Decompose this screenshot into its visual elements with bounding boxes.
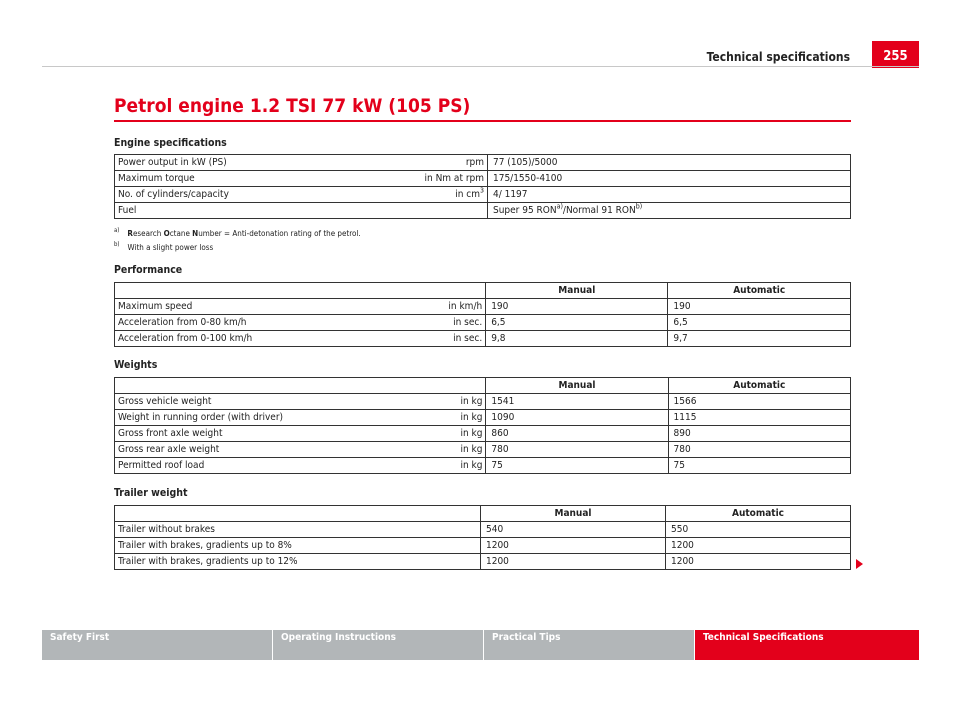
row-label: Power output in kW (PS) bbox=[115, 155, 352, 171]
running-header-title: Technical specifications bbox=[706, 50, 850, 64]
column-header-automatic: Automatic bbox=[666, 506, 851, 522]
performance-section-heading: Performance bbox=[114, 264, 183, 276]
cell-manual: 1541 bbox=[486, 394, 668, 410]
header-blank-cell bbox=[115, 283, 486, 299]
table-row bbox=[115, 458, 851, 474]
row-label: Acceleration from 0-100 km/h bbox=[115, 331, 351, 347]
column-header-manual: Manual bbox=[486, 283, 668, 299]
page-number-badge: 255 bbox=[872, 41, 919, 68]
footnote-initial: R bbox=[127, 229, 133, 238]
row-unit: in km/h bbox=[350, 299, 485, 315]
cell-manual: 75 bbox=[486, 458, 668, 474]
table-row bbox=[115, 203, 851, 219]
cell-automatic: 550 bbox=[666, 522, 851, 538]
row-label: Fuel bbox=[115, 203, 352, 219]
cell-automatic: 9,7 bbox=[668, 331, 851, 347]
weights-table bbox=[114, 377, 851, 474]
title-divider bbox=[114, 120, 851, 122]
cell-automatic: 75 bbox=[668, 458, 850, 474]
header-blank-cell bbox=[115, 506, 481, 522]
cell-manual: 1200 bbox=[481, 554, 666, 570]
row-value: 175/1550-4100 bbox=[488, 171, 851, 187]
row-label: Maximum speed bbox=[115, 299, 351, 315]
table-row bbox=[115, 187, 851, 203]
cell-automatic: 6,5 bbox=[668, 315, 851, 331]
fuel-primary: Super 95 RON bbox=[493, 205, 557, 216]
column-header-manual: Manual bbox=[481, 506, 666, 522]
row-unit: in kg bbox=[351, 410, 486, 426]
row-unit: in sec. bbox=[350, 331, 485, 347]
footnote-mark: b) bbox=[114, 241, 120, 249]
unit-text: in cm bbox=[455, 189, 480, 200]
row-unit: in kg bbox=[351, 458, 486, 474]
cell-automatic: 1566 bbox=[668, 394, 850, 410]
footnote-a bbox=[114, 229, 361, 238]
row-unit bbox=[351, 203, 488, 219]
column-header-automatic: Automatic bbox=[668, 283, 851, 299]
row-unit: in Nm at rpm bbox=[351, 171, 488, 187]
row-value: 77 (105)/5000 bbox=[488, 155, 851, 171]
cell-manual: 190 bbox=[486, 299, 668, 315]
row-label: Trailer without brakes bbox=[115, 522, 481, 538]
footnote-ref-b: b) bbox=[635, 202, 643, 211]
header-divider bbox=[42, 66, 919, 67]
table-row bbox=[115, 554, 851, 570]
row-label: Gross rear axle weight bbox=[115, 442, 351, 458]
row-label: Trailer with brakes, gradients up to 12% bbox=[115, 554, 481, 570]
cell-automatic: 1200 bbox=[666, 554, 851, 570]
footnote-initial: N bbox=[192, 229, 199, 238]
column-header-manual: Manual bbox=[486, 378, 668, 394]
cell-manual: 6,5 bbox=[486, 315, 668, 331]
cell-automatic: 190 bbox=[668, 299, 851, 315]
table-row bbox=[115, 155, 851, 171]
header-blank-cell bbox=[115, 378, 486, 394]
table-row bbox=[115, 315, 851, 331]
performance-table bbox=[114, 282, 851, 347]
table-row bbox=[115, 394, 851, 410]
row-value bbox=[488, 203, 851, 219]
fuel-secondary: /Normal 91 RON bbox=[562, 205, 636, 216]
page-title: Petrol engine 1.2 TSI 77 kW (105 PS) bbox=[114, 95, 471, 117]
row-label: Weight in running order (with driver) bbox=[115, 410, 351, 426]
row-unit: in kg bbox=[351, 442, 486, 458]
table-header-row bbox=[115, 506, 851, 522]
column-header-automatic: Automatic bbox=[668, 378, 850, 394]
row-label: Permitted roof load bbox=[115, 458, 351, 474]
cell-manual: 540 bbox=[481, 522, 666, 538]
footer-tab-safety-first[interactable]: Safety First bbox=[42, 630, 272, 660]
row-label: Gross front axle weight bbox=[115, 426, 351, 442]
table-row bbox=[115, 538, 851, 554]
footer-tab-practical-tips[interactable]: Practical Tips bbox=[484, 630, 694, 660]
table-header-row bbox=[115, 378, 851, 394]
row-label: Trailer with brakes, gradients up to 8% bbox=[115, 538, 481, 554]
footer-tab-technical-specifications[interactable]: Technical Specifications bbox=[695, 630, 919, 660]
cell-manual: 780 bbox=[486, 442, 668, 458]
footnote-b bbox=[114, 243, 213, 252]
table-row bbox=[115, 410, 851, 426]
cell-automatic: 1115 bbox=[668, 410, 850, 426]
footnote-ref-a: a) bbox=[556, 202, 563, 211]
table-row bbox=[115, 442, 851, 458]
row-label: Maximum torque bbox=[115, 171, 352, 187]
row-unit: in kg bbox=[351, 394, 486, 410]
row-label: No. of cylinders/capacity bbox=[115, 187, 352, 203]
cell-automatic: 890 bbox=[668, 426, 850, 442]
row-value: 4/ 1197 bbox=[488, 187, 851, 203]
row-unit: in sec. bbox=[350, 315, 485, 331]
table-header-row bbox=[115, 283, 851, 299]
trailer-section-heading: Trailer weight bbox=[114, 487, 188, 499]
cell-manual: 1090 bbox=[486, 410, 668, 426]
row-unit bbox=[351, 187, 488, 203]
unit-superscript: 3 bbox=[479, 186, 484, 195]
footnote-text: esearch bbox=[132, 229, 164, 238]
cell-manual: 860 bbox=[486, 426, 668, 442]
cell-manual: 1200 bbox=[481, 538, 666, 554]
cell-manual: 9,8 bbox=[486, 331, 668, 347]
trailer-table bbox=[114, 505, 851, 570]
weights-section-heading: Weights bbox=[114, 359, 158, 371]
row-unit: rpm bbox=[351, 155, 488, 171]
engine-spec-table bbox=[114, 154, 851, 219]
footnote-mark: a) bbox=[114, 227, 120, 235]
row-unit: in kg bbox=[351, 426, 486, 442]
table-row bbox=[115, 171, 851, 187]
footnote-text: With a slight power loss bbox=[127, 243, 214, 252]
row-label: Acceleration from 0-80 km/h bbox=[115, 315, 351, 331]
footer-tab-operating-instructions[interactable]: Operating Instructions bbox=[273, 630, 483, 660]
footnote-text: umber = Anti-detonation rating of the petrol. bbox=[198, 229, 361, 238]
footnote-text: ctane bbox=[169, 229, 193, 238]
table-row bbox=[115, 331, 851, 347]
table-row bbox=[115, 522, 851, 538]
cell-automatic: 1200 bbox=[666, 538, 851, 554]
table-row bbox=[115, 426, 851, 442]
table-row bbox=[115, 299, 851, 315]
continue-arrow-icon bbox=[856, 559, 863, 569]
engine-section-heading: Engine specifications bbox=[114, 137, 227, 149]
cell-automatic: 780 bbox=[668, 442, 850, 458]
row-label: Gross vehicle weight bbox=[115, 394, 351, 410]
footnote-initial: O bbox=[163, 229, 170, 238]
